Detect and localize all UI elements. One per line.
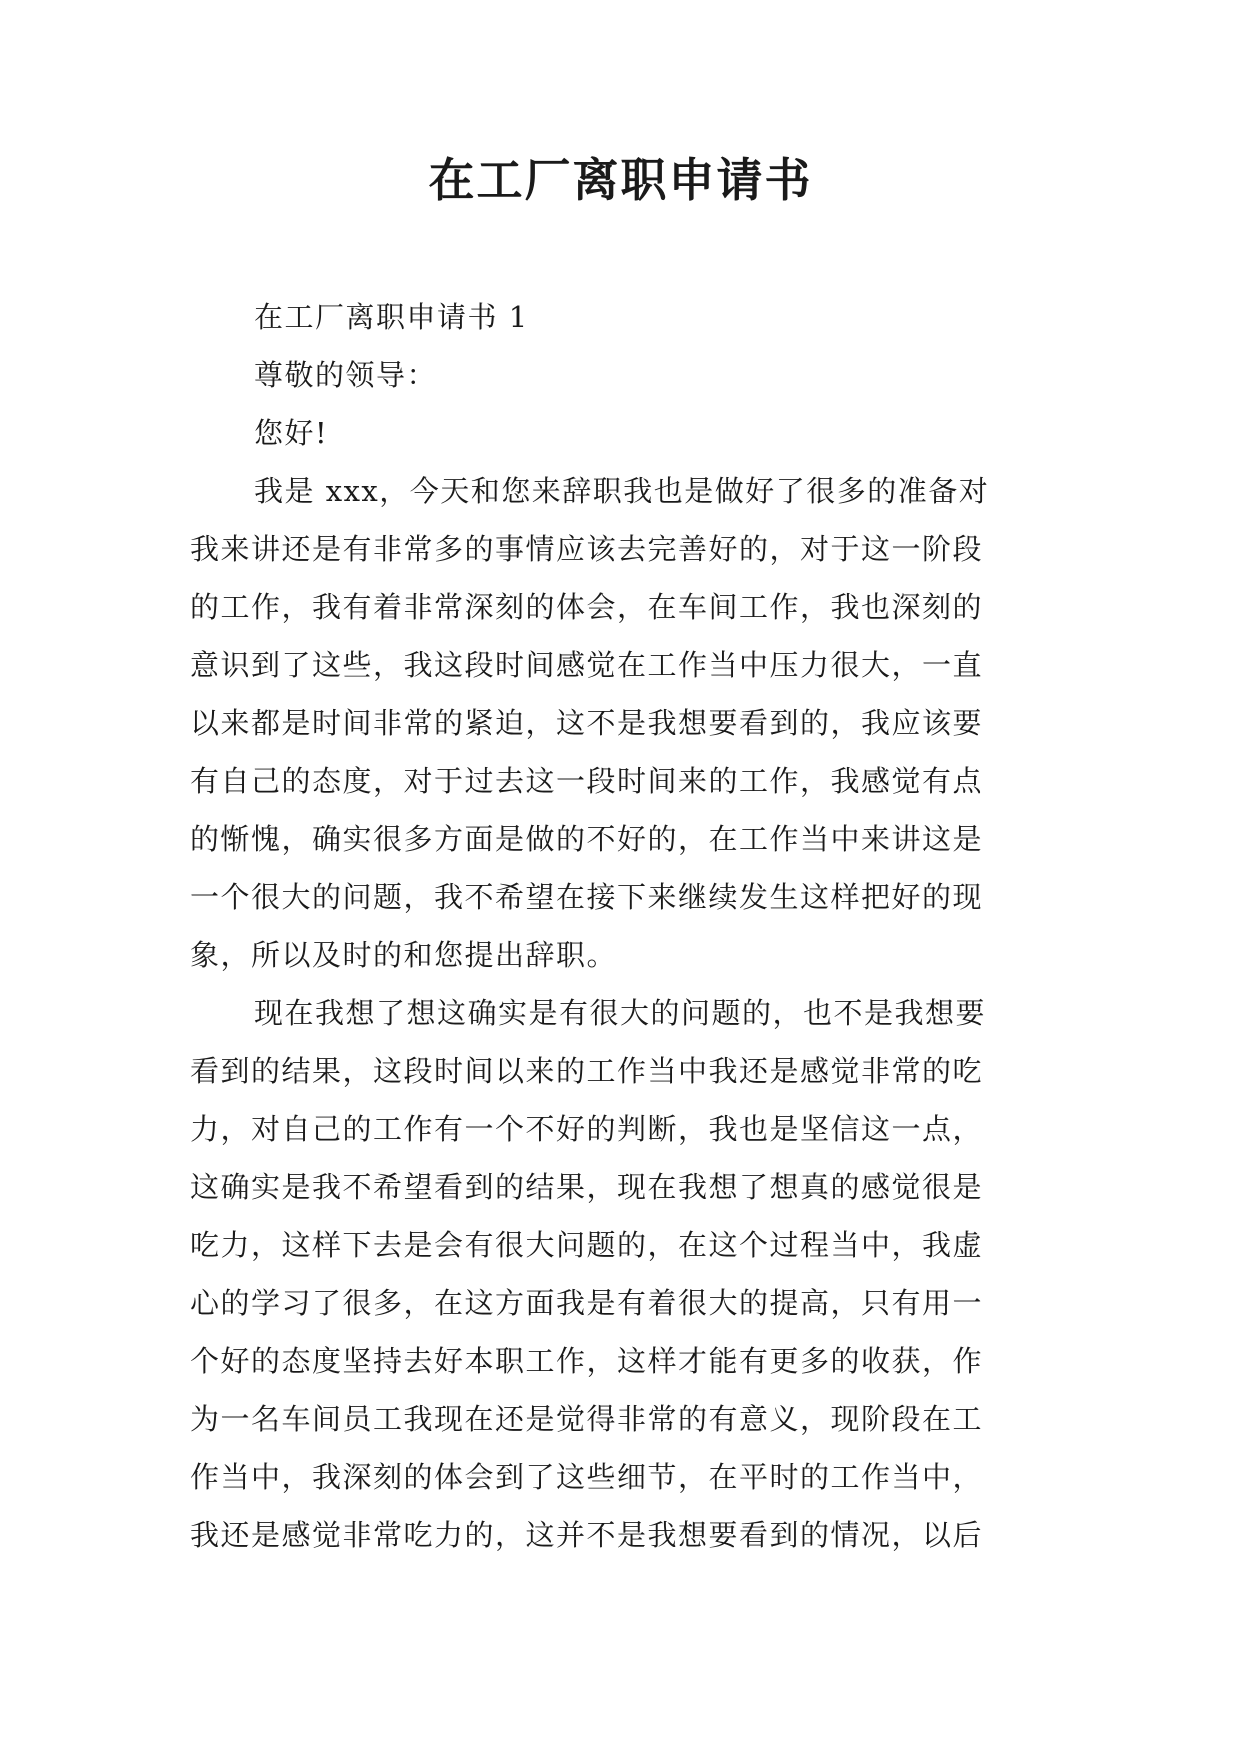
- body-line: 力，对自己的工作有一个不好的判断，我也是坚信这一点，: [190, 1112, 984, 1146]
- body-line: 在工厂离职申请书 1: [254, 300, 529, 334]
- body-line: 的工作，我有着非常深刻的体会，在车间工作，我也深刻的: [190, 590, 984, 624]
- document-title: 在工厂离职申请书: [428, 153, 813, 207]
- body-line: 看到的结果，这段时间以来的工作当中我还是感觉非常的吃: [190, 1054, 984, 1088]
- document-body: [190, 288, 1050, 1564]
- body-line: 吃力，这样下去是会有很大问题的，在这个过程当中，我虚: [190, 1228, 984, 1262]
- body-line: 现在我想了想这确实是有很大的问题的，也不是我想要: [254, 996, 987, 1030]
- body-line: 有自己的态度，对于过去这一段时间来的工作，我感觉有点: [190, 764, 984, 798]
- body-line: 我是 xxx，今天和您来辞职我也是做好了很多的准备对: [254, 474, 990, 508]
- body-line: 意识到了这些，我这段时间感觉在工作当中压力很大，一直: [190, 648, 984, 682]
- body-line: 的惭愧，确实很多方面是做的不好的，在工作当中来讲这是: [190, 822, 984, 856]
- body-line: 作当中，我深刻的体会到了这些细节，在平时的工作当中，: [190, 1460, 984, 1494]
- body-line: 个好的态度坚持去好本职工作，这样才能有更多的收获，作: [190, 1344, 984, 1378]
- body-line: 我来讲还是有非常多的事情应该去完善好的，对于这一阶段: [190, 532, 984, 566]
- body-line: 心的学习了很多，在这方面我是有着很大的提高，只有用一: [190, 1286, 984, 1320]
- body-line: 象，所以及时的和您提出辞职。: [190, 938, 618, 972]
- body-line: 以来都是时间非常的紧迫，这不是我想要看到的，我应该要: [190, 706, 984, 740]
- body-line: 这确实是我不希望看到的结果，现在我想了想真的感觉很是: [190, 1170, 984, 1204]
- body-line: 一个很大的问题，我不希望在接下来继续发生这样把好的现: [190, 880, 984, 914]
- body-line: 您好!: [254, 416, 329, 450]
- body-line: 为一名车间员工我现在还是觉得非常的有意义，现阶段在工: [190, 1402, 984, 1436]
- body-line: 我还是感觉非常吃力的，这并不是我想要看到的情况，以后: [190, 1518, 984, 1552]
- body-line: 尊敬的领导：: [254, 358, 438, 392]
